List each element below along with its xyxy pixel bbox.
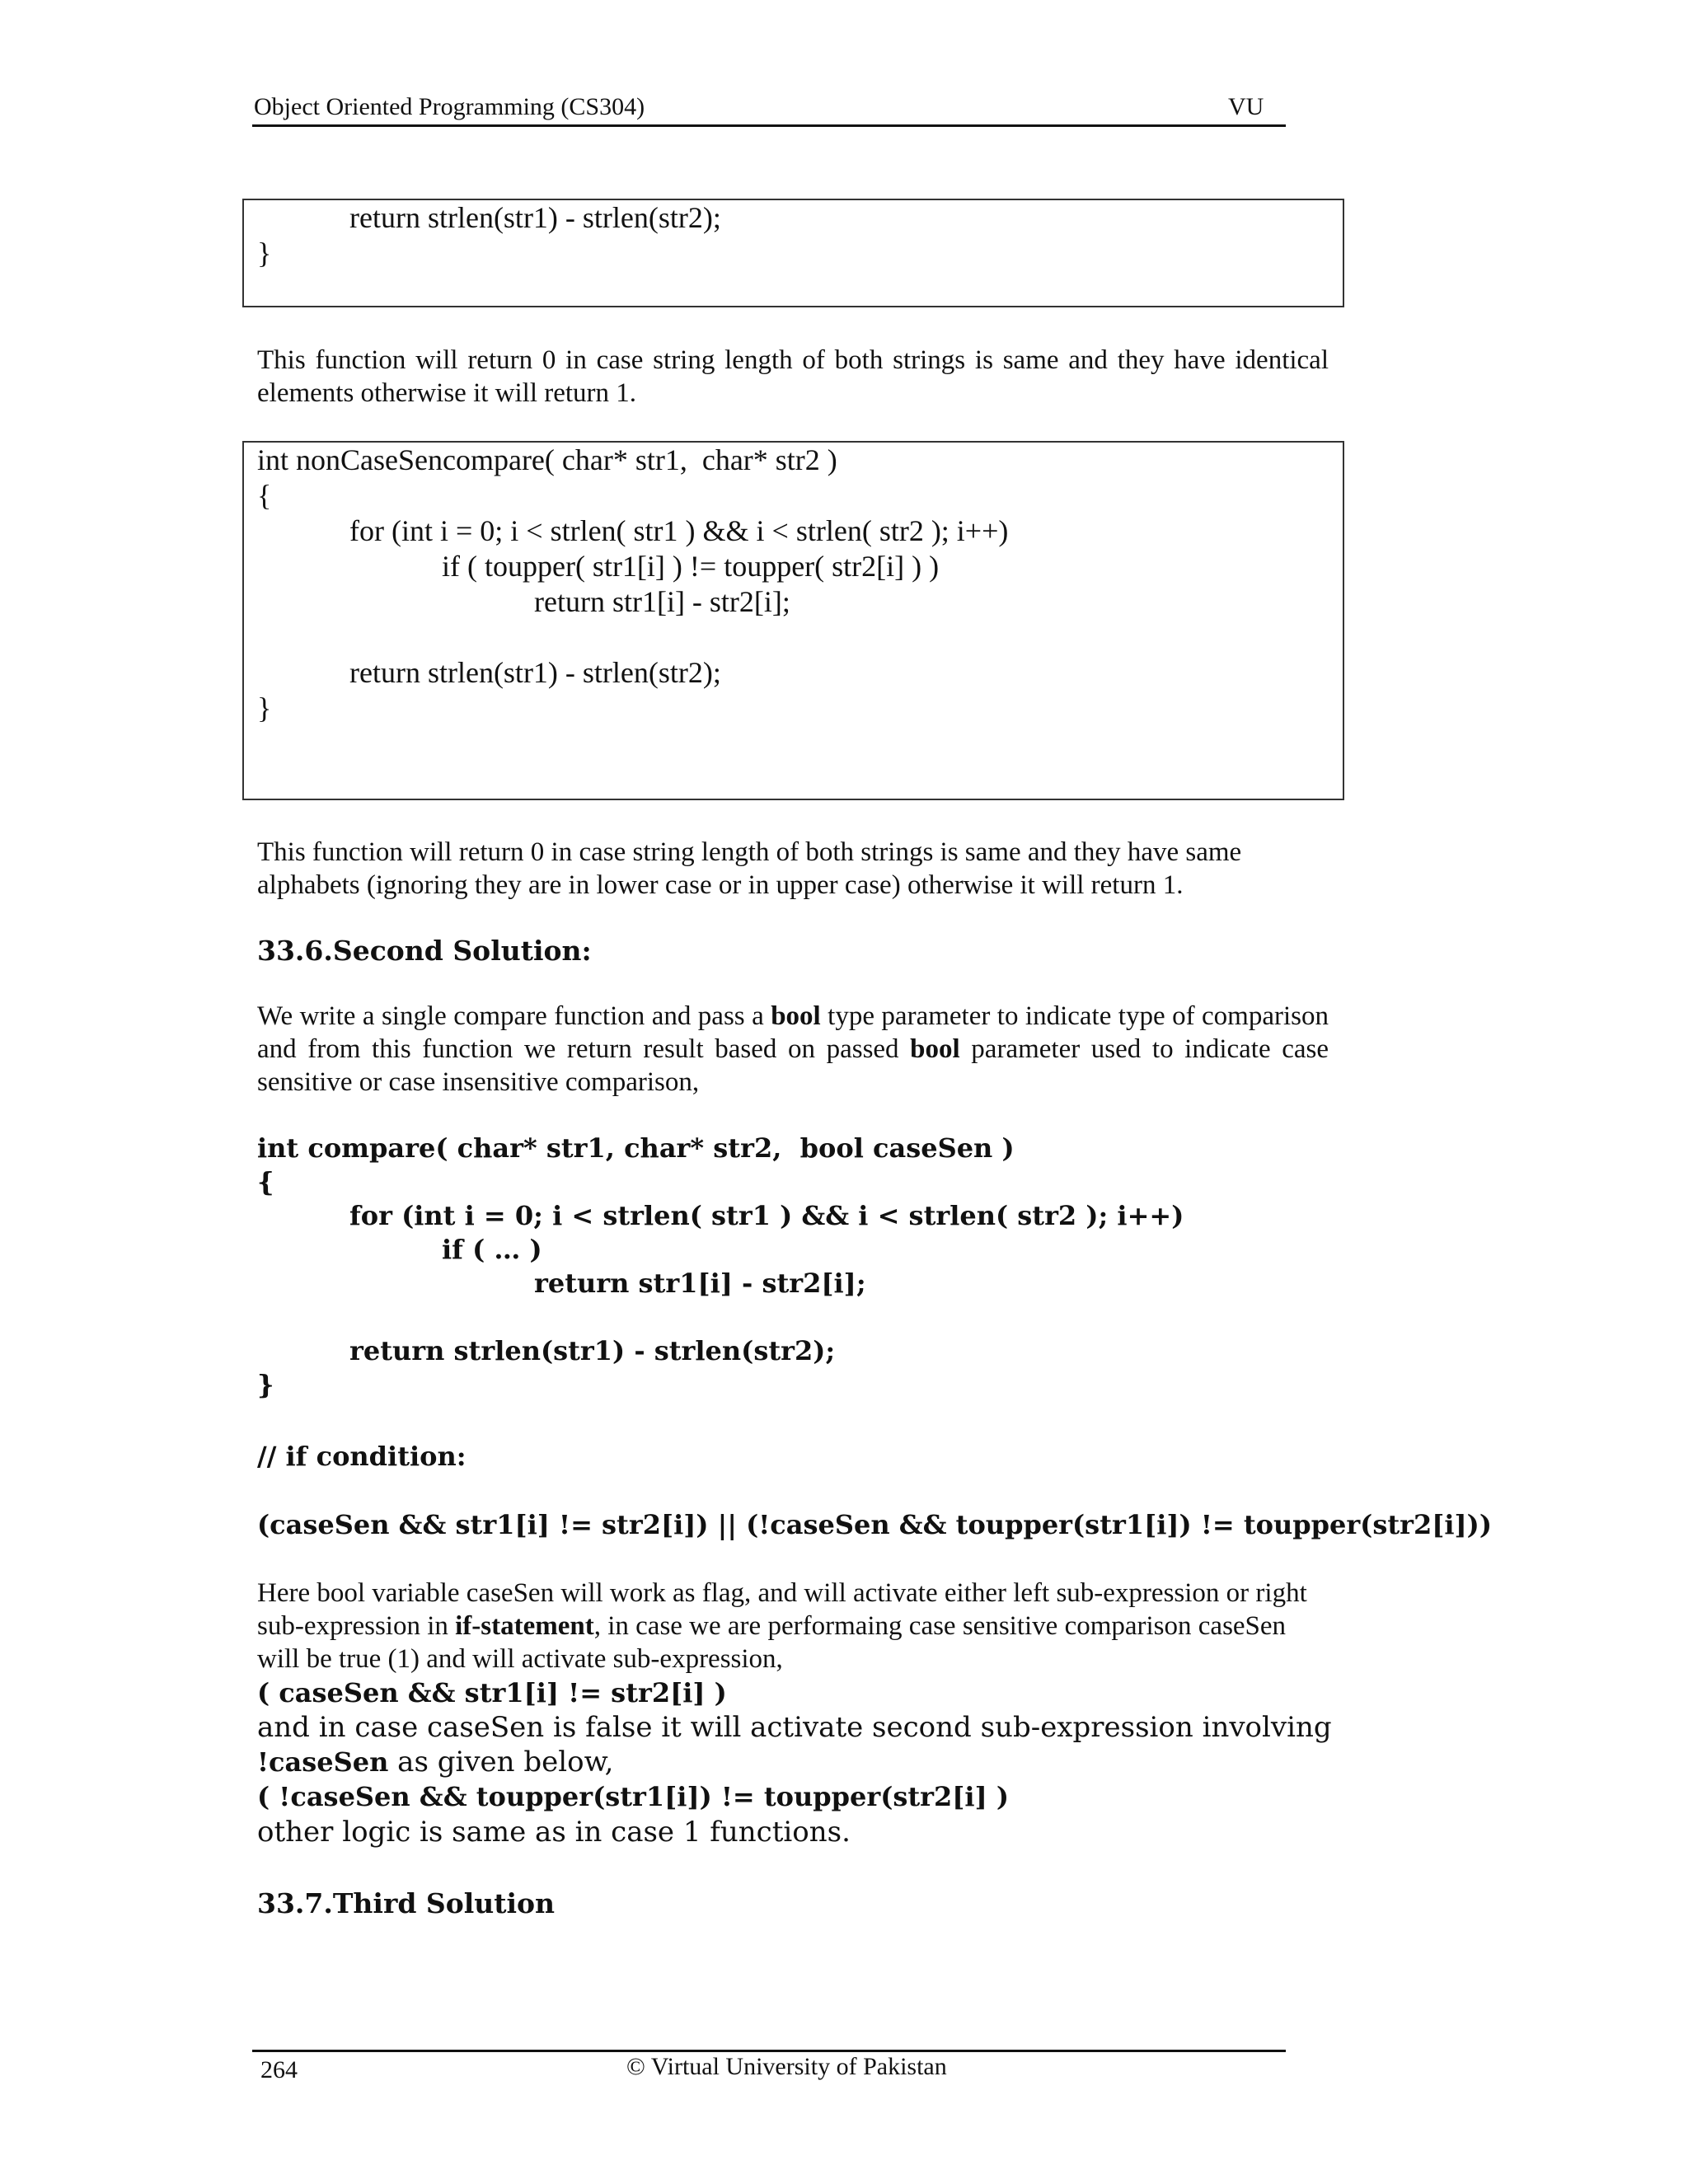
paragraph-identical: This function will return 0 in case string length of both strings is same and they have identical elements otherwise it will return 1. [257,345,1329,408]
code-box-1 [242,199,1344,307]
header-rule [252,124,1286,127]
text-run: as given below, [388,1746,614,1779]
paragraph-single-compare [257,1000,1329,1099]
header-course-title: Object Oriented Programming (CS304) [254,93,645,120]
code-line: int nonCaseSencompare( char* str1, char* str2 ) [257,443,837,476]
header-institution: VU [1228,93,1264,120]
paragraph-flag-explanation [257,1577,1329,1675]
code-line: return strlen(str1) - strlen(str2); [349,1335,836,1366]
section-heading-33-6: 33.6.Second Solution: [257,935,592,967]
text-run: , in case we are performaing case sensitive comparison caseSen will be true (1) and will activate sub-expression, [257,1611,1287,1674]
code-line: if ( … ) [442,1234,542,1265]
sub-expression-case-insensitive: ( !caseSen && toupper(str1[i]) != toupper(str2[i] ) [257,1781,1009,1812]
code-line: return str1[i] - str2[i]; [534,585,790,618]
bold-term: bool [910,1034,960,1064]
bold-term: !caseSen [257,1746,389,1778]
sub-expression-case-sensitive: ( caseSen && str1[i] != str2[i] ) [257,1677,727,1708]
footer-copyright: © Virtual University of Pakistan [626,2053,947,2080]
code-line: return strlen(str1) - strlen(str2); [349,656,721,689]
text-run: We write a single compare function and pass a [257,1001,771,1031]
code-line: { [257,1166,274,1197]
bold-term: if-statement [455,1611,594,1641]
paragraph-second-subexpression [257,1710,1337,1779]
bold-term: bool [771,1001,821,1031]
text-run: and in case caseSen is false it will activate second sub-expression involving [257,1711,1332,1744]
code-line: return strlen(str1) - strlen(str2); [349,201,721,234]
paragraph-other-logic: other logic is same as in case 1 functions. [257,1816,851,1849]
code-box-2 [242,441,1344,800]
code-line: return str1[i] - str2[i]; [534,1268,866,1299]
text-run: type parameter to indicate type of comparison and from this function we return result based on passed [257,1001,1329,1064]
paragraph-same-alphabets: This function will return 0 in case string length of both strings is same and they have same alphabets (ignoring they are in lower case or in upper case) otherwise it will return 1. [257,837,1242,900]
code-line: } [257,691,272,724]
code-line: } [257,1369,274,1400]
page-number: 264 [260,2056,298,2083]
code-line: for (int i = 0; i < strlen( str1 ) && i < strlen( str2 ); i++) [349,514,1009,547]
code-line: int compare( char* str1, char* str2, bool caseSen ) [257,1132,1015,1164]
if-condition-expression: (caseSen && str1[i] != str2[i]) || (!caseSen && toupper(str1[i]) != toupper(str2[i])) [257,1509,1492,1540]
text-run: parameter used to indicate case sensitive or case insensitive comparison, [257,1034,1329,1097]
code-line: if ( toupper( str1[i] ) != toupper( str2[i] ) ) [442,550,940,583]
code-line: } [257,237,272,269]
section-heading-33-7: 33.7.Third Solution [257,1887,556,1919]
code-line: for (int i = 0; i < strlen( str1 ) && i < strlen( str2 ); i++) [349,1200,1184,1231]
if-condition-comment: // if condition: [257,1441,467,1472]
code-line: { [257,479,272,512]
text-run: Here bool variable caseSen will work as flag, and will activate either left sub-expression or right sub-expression in [257,1578,1307,1641]
